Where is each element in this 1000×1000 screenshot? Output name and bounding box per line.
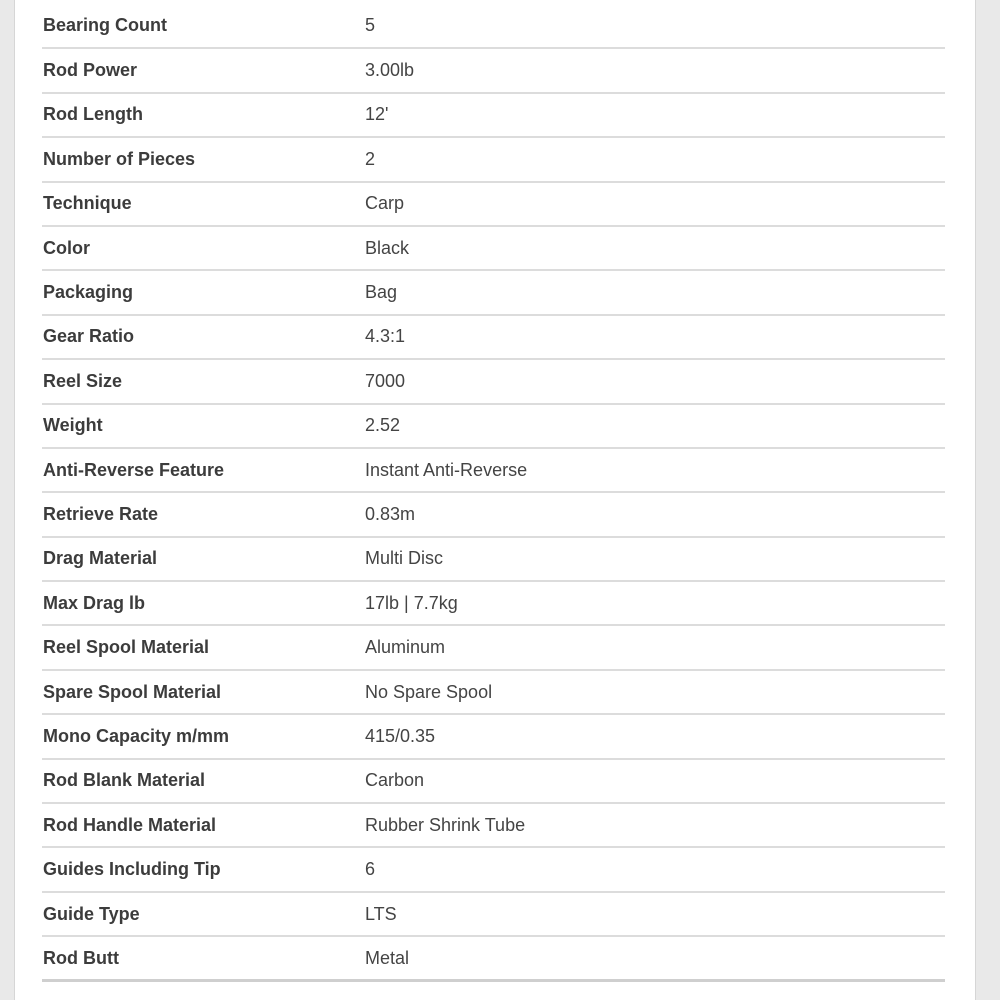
- spec-row: [42, 714, 945, 758]
- spec-value: 0.83m: [365, 492, 945, 536]
- spec-label: Bearing Count: [42, 4, 365, 48]
- spec-value: 415/0.35: [365, 714, 945, 758]
- specifications-table-body: [42, 4, 945, 981]
- spec-label: Reel Spool Material: [42, 625, 365, 669]
- spec-label: Rod Length: [42, 93, 365, 137]
- spec-value: Carbon: [365, 759, 945, 803]
- spec-label: Technique: [42, 182, 365, 226]
- spec-value: Metal: [365, 936, 945, 980]
- spec-row: [42, 670, 945, 714]
- spec-row: [42, 759, 945, 803]
- spec-value: Black: [365, 226, 945, 270]
- spec-label: Mono Capacity m/mm: [42, 714, 365, 758]
- spec-row: [42, 537, 945, 581]
- spec-value: Rubber Shrink Tube: [365, 803, 945, 847]
- spec-row: [42, 625, 945, 669]
- spec-row: [42, 48, 945, 92]
- spec-value: Instant Anti-Reverse: [365, 448, 945, 492]
- spec-row: [42, 270, 945, 314]
- spec-label: Weight: [42, 404, 365, 448]
- spec-label: Anti-Reverse Feature: [42, 448, 365, 492]
- spec-row: [42, 448, 945, 492]
- spec-row: [42, 93, 945, 137]
- spec-row: [42, 492, 945, 536]
- spec-value: Aluminum: [365, 625, 945, 669]
- spec-row: [42, 581, 945, 625]
- spec-label: Rod Handle Material: [42, 803, 365, 847]
- spec-label: Number of Pieces: [42, 137, 365, 181]
- spec-row: [42, 4, 945, 48]
- spec-label: Spare Spool Material: [42, 670, 365, 714]
- spec-label: Guide Type: [42, 892, 365, 936]
- spec-value: 5: [365, 4, 945, 48]
- specifications-table: [42, 4, 945, 982]
- spec-label: Retrieve Rate: [42, 492, 365, 536]
- spec-value: Bag: [365, 270, 945, 314]
- spec-row: [42, 315, 945, 359]
- spec-label: Packaging: [42, 270, 365, 314]
- spec-value: Multi Disc: [365, 537, 945, 581]
- spec-label: Rod Butt: [42, 936, 365, 980]
- spec-value: LTS: [365, 892, 945, 936]
- spec-label: Reel Size: [42, 359, 365, 403]
- spec-label: Guides Including Tip: [42, 847, 365, 891]
- spec-value: No Spare Spool: [365, 670, 945, 714]
- spec-row: [42, 226, 945, 270]
- spec-value: 6: [365, 847, 945, 891]
- spec-value: 4.3:1: [365, 315, 945, 359]
- spec-label: Max Drag lb: [42, 581, 365, 625]
- spec-panel: [14, 0, 976, 1000]
- spec-label: Gear Ratio: [42, 315, 365, 359]
- spec-value: 12': [365, 93, 945, 137]
- spec-value: 3.00lb: [365, 48, 945, 92]
- spec-value: 2.52: [365, 404, 945, 448]
- spec-row: [42, 182, 945, 226]
- spec-value: 17lb | 7.7kg: [365, 581, 945, 625]
- spec-row: [42, 137, 945, 181]
- spec-value: 2: [365, 137, 945, 181]
- spec-row: [42, 892, 945, 936]
- spec-label: Rod Power: [42, 48, 365, 92]
- spec-row: [42, 936, 945, 980]
- spec-label: Color: [42, 226, 365, 270]
- spec-label: Rod Blank Material: [42, 759, 365, 803]
- spec-label: Drag Material: [42, 537, 365, 581]
- spec-value: 7000: [365, 359, 945, 403]
- spec-row: [42, 847, 945, 891]
- spec-row: [42, 359, 945, 403]
- spec-row: [42, 803, 945, 847]
- spec-value: Carp: [365, 182, 945, 226]
- spec-row: [42, 404, 945, 448]
